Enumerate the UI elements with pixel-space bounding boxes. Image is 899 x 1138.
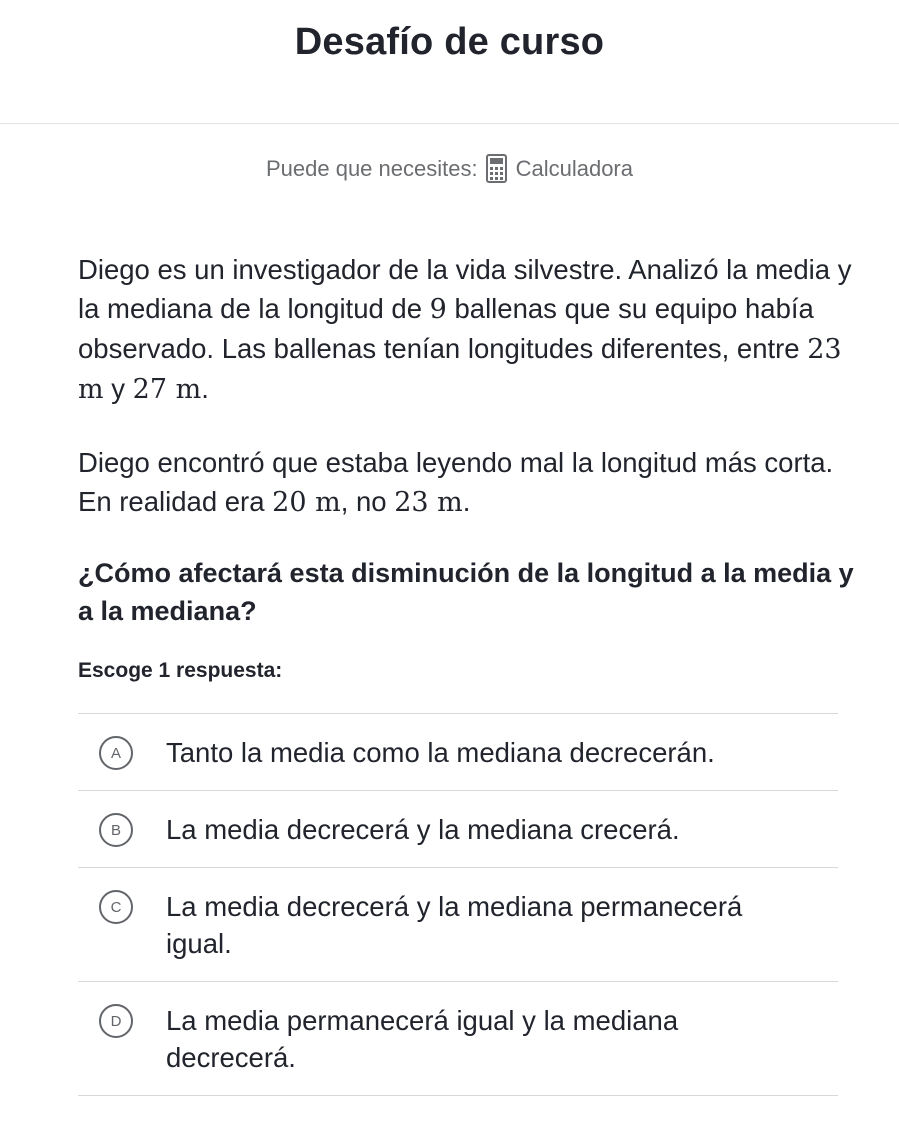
actual-length: 20 m <box>272 487 341 518</box>
choose-label: Escoge 1 respuesta: <box>78 659 283 682</box>
problem-content <box>78 250 868 1096</box>
choice-a[interactable] <box>78 714 838 791</box>
tools-prefix: Puede que necesites: <box>265 155 478 181</box>
choice-c-radio[interactable]: C <box>99 890 133 924</box>
misread-length: 23 m <box>394 487 463 518</box>
p1-text-b: ballenas que su equipo había observado. Las ballenas tenían longitudes diferentes, entre <box>78 293 814 364</box>
choice-d-text: La media permanecerá igual y la mediana decrecerá. <box>166 1005 679 1073</box>
page-title: Desafío de curso <box>294 21 605 63</box>
p2-text-a: Diego encontró que estaba leyendo mal la longitud más corta. En realidad era <box>78 447 834 517</box>
choice-b[interactable] <box>78 791 838 868</box>
choice-d[interactable] <box>78 982 838 1096</box>
problem-paragraph-1 <box>78 250 868 409</box>
choice-c-text: La media decrecerá y la mediana permanecerá igual. <box>166 891 743 959</box>
choice-c[interactable] <box>78 868 838 982</box>
choice-a-radio[interactable]: A <box>99 736 133 770</box>
max-length: 27 m <box>132 374 202 405</box>
calculator-icon[interactable] <box>486 154 507 183</box>
answer-choices <box>78 713 838 1096</box>
problem-paragraph-2 <box>78 443 868 522</box>
question-text: ¿Cómo afectará esta disminución de la longitud a la media y a la mediana? <box>78 558 854 626</box>
p1-text-d: . <box>201 373 209 404</box>
p2-text-b: , no <box>340 486 395 517</box>
choice-a-text: Tanto la media como la mediana decrecerán. <box>166 737 715 768</box>
tools-hint <box>0 154 899 183</box>
choice-b-radio[interactable]: B <box>99 813 133 847</box>
choice-b-text: La media decrecerá y la mediana crecerá. <box>166 814 680 845</box>
whale-count: 9 <box>429 294 447 325</box>
p1-text-c: y <box>103 373 133 404</box>
p1-text-a: Diego es un investigador de la vida silvestre. Analizó la media y la mediana de la longitud de <box>78 254 852 324</box>
choice-d-radio[interactable]: D <box>99 1004 133 1038</box>
calculator-link[interactable]: Calculadora <box>515 155 633 181</box>
page-header <box>0 0 899 124</box>
min-length: 23 m <box>78 334 842 405</box>
p2-text-c: . <box>462 486 471 517</box>
